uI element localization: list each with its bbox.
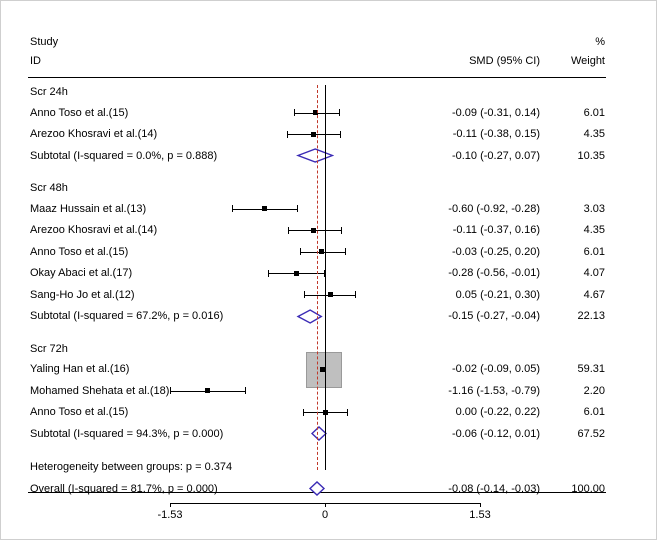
group-label: Scr 72h xyxy=(30,342,68,355)
subtotal-diamond xyxy=(296,309,323,324)
study-label: Mohamed Shehata et al.(18) xyxy=(30,384,170,397)
overall-label: Overall (I-squared = 81.7%, p = 0.000) xyxy=(30,482,218,495)
x-axis-tick-label: -1.53 xyxy=(157,509,183,521)
x-axis-tick-label: 0 xyxy=(321,509,329,521)
subtotal-diamond xyxy=(296,148,334,163)
effect-value: 0.00 (-0.22, 0.22) xyxy=(455,406,540,418)
x-axis-tick xyxy=(325,503,326,507)
ci-cap xyxy=(232,205,233,212)
weight-value: 22.13 xyxy=(577,310,605,322)
ci-cap xyxy=(245,387,246,394)
weight-value: 10.35 xyxy=(577,149,605,162)
weight-value: 6.01 xyxy=(583,106,605,119)
subtotal-label: Subtotal (I-squared = 67.2%, p = 0.016) xyxy=(30,310,224,322)
header-percent: % xyxy=(595,36,605,48)
weight-value: 4.35 xyxy=(583,224,605,236)
study-point xyxy=(205,388,210,393)
header-divider xyxy=(28,77,606,78)
ci-cap xyxy=(304,291,305,298)
study-label: Yaling Han et al.(16) xyxy=(30,363,130,375)
weight-value: 4.07 xyxy=(583,267,605,279)
overall-weight-value: 100.00 xyxy=(571,482,605,495)
study-label: Arezoo Khosravi et al.(14) xyxy=(30,224,158,236)
header-study: Study xyxy=(30,36,59,48)
weight-value: 4.67 xyxy=(583,288,605,301)
overall-effect-line xyxy=(317,85,318,470)
effect-value: -0.15 (-0.27, -0.04) xyxy=(448,310,540,322)
effect-value: 0.05 (-0.21, 0.30) xyxy=(455,288,540,301)
effect-value: -0.02 (-0.09, 0.05) xyxy=(451,363,540,375)
group-label: Scr 48h xyxy=(30,182,68,194)
ci-cap xyxy=(170,387,171,394)
effect-value: -0.10 (-0.27, 0.07) xyxy=(451,149,540,162)
null-effect-line xyxy=(325,85,326,470)
x-axis-tick xyxy=(170,503,171,507)
subtotal-label: Subtotal (I-squared = 0.0%, p = 0.888) xyxy=(30,149,218,162)
study-label: Sang-Ho Jo et al.(12) xyxy=(30,288,135,301)
ci-cap xyxy=(300,248,301,255)
study-point xyxy=(311,228,316,233)
weight-value: 2.20 xyxy=(583,384,605,397)
header-weight: Weight xyxy=(570,55,605,67)
study-label: Arezoo Khosravi et al.(14) xyxy=(30,128,158,140)
weight-value: 4.35 xyxy=(583,128,605,140)
study-point xyxy=(262,206,267,211)
ci-cap xyxy=(268,270,269,277)
subtotal-label: Subtotal (I-squared = 94.3%, p = 0.000) xyxy=(30,427,224,440)
study-point xyxy=(294,271,299,276)
ci-cap xyxy=(287,131,288,138)
overall-effect-value: -0.08 (-0.14, -0.03) xyxy=(448,482,540,495)
weight-value: 59.31 xyxy=(577,363,605,375)
ci-cap xyxy=(294,109,295,116)
effect-value: -0.11 (-0.37, 0.16) xyxy=(452,224,540,236)
study-point xyxy=(311,132,316,137)
heterogeneity-note: Heterogeneity between groups: p = 0.374 xyxy=(30,461,233,473)
effect-value: -0.09 (-0.31, 0.14) xyxy=(451,106,540,119)
effect-value: -1.16 (-1.53, -0.79) xyxy=(448,384,540,397)
ci-cap xyxy=(288,227,289,234)
header-id: ID xyxy=(30,55,41,67)
weight-value: 3.03 xyxy=(583,202,605,215)
x-axis-tick xyxy=(480,503,481,507)
study-label: Anno Toso et al.(15) xyxy=(30,245,129,258)
study-label: Maaz Hussain et al.(13) xyxy=(30,202,147,215)
ci-cap xyxy=(303,409,304,416)
effect-value: -0.06 (-0.12, 0.01) xyxy=(451,427,540,440)
study-label: Anno Toso et al.(15) xyxy=(30,106,129,119)
study-label: Anno Toso et al.(15) xyxy=(30,406,129,418)
weight-value: 6.01 xyxy=(583,406,605,418)
study-point xyxy=(319,249,324,254)
effect-value: -0.28 (-0.56, -0.01) xyxy=(448,267,540,279)
weight-value: 67.52 xyxy=(577,427,605,440)
header-effect: SMD (95% CI) xyxy=(469,55,540,67)
effect-value: -0.11 (-0.38, 0.15) xyxy=(452,128,540,140)
study-label: Okay Abaci et al.(17) xyxy=(30,267,133,279)
weight-value: 6.01 xyxy=(583,245,605,258)
overall-diamond xyxy=(308,481,326,496)
ci-cap xyxy=(297,205,298,212)
group-label: Scr 24h xyxy=(30,86,68,98)
effect-value: -0.60 (-0.92, -0.28) xyxy=(448,202,540,215)
x-axis-tick-label: 1.53 xyxy=(469,509,491,521)
effect-value: -0.03 (-0.25, 0.20) xyxy=(451,245,540,258)
